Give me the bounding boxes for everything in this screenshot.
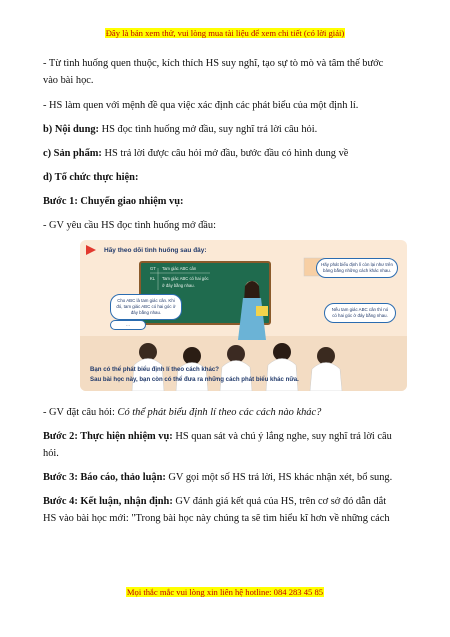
step4-text: GV đánh giá kết quả của HS, trên cơ sở đó dẫn dắt (172, 496, 387, 507)
speech-bubble-top-right: Hãy phát biểu định lí còn lại như trên bảng bằng những cách khác nhau. (316, 258, 398, 278)
teacher-request-text: - GV yêu cầu HS đọc tình huống mở đầu: (43, 220, 216, 231)
paragraph-step1 (43, 193, 406, 210)
step4-text-cont: HS vào bài học mới: "Trong bài học này chúng ta sẽ tìm hiểu kĩ hơn về những cách (43, 513, 390, 524)
speech-bubble-right: Nếu tam giác ABC cân thì nó có hai góc ở đáy bằng nhau. (324, 303, 396, 323)
step1-heading: Bước 1: Chuyển giao nhiệm vụ: (43, 196, 184, 207)
paragraph-product (43, 145, 406, 162)
step4-label: Bước 4: Kết luận, nhận định: (43, 496, 173, 507)
content-text: HS đọc tình huống mở đầu, suy nghĩ trả lời câu hỏi. (99, 124, 318, 135)
paragraph-organization (43, 169, 406, 186)
paragraph-content (43, 121, 406, 138)
paragraph-goal-cont (43, 72, 406, 89)
paragraph-step2 (43, 428, 406, 445)
board-row-1-value: Tam giác ABC cân (162, 266, 197, 271)
proposition-text: - HS làm quen với mệnh đề qua việc xác định các phát biểu của một định lí. (43, 100, 359, 111)
board-row-2-value: Tam giác ABC có hai góc (162, 276, 209, 281)
illustration-title: Hãy theo dõi tình huống sau đây: (104, 247, 207, 254)
preview-banner (0, 28, 450, 38)
board-row-1-key: GT (150, 266, 156, 271)
step3-text: GV gọi một số HS trả lời, HS khác nhận xét, bổ sung. (165, 472, 393, 483)
preview-banner-text: Đây là bản xem thử, vui lòng mua tài liệu để xem chi tiết (có lời giải) (105, 28, 345, 38)
student-4-body (266, 359, 298, 392)
paragraph-question (43, 404, 406, 421)
paragraph-teacher-request (43, 217, 406, 234)
step2-label: Bước 2: Thực hiện nhiệm vụ: (43, 431, 173, 442)
hotline-banner (0, 587, 450, 597)
paragraph-step2-cont (43, 445, 406, 462)
step2-text: HS quan sát và chú ý lắng nghe, suy nghĩ trả lời câu (172, 431, 392, 442)
illustration-question-2: Sau bài học này, bạn còn có thể đưa ra những cách phát biểu khác nữa. (90, 376, 299, 383)
student-5-body (310, 363, 342, 392)
teacher-book (256, 306, 268, 316)
speech-bubble-left-2: ... (110, 320, 146, 330)
question-prefix: - GV đặt câu hỏi: (43, 407, 118, 418)
play-triangle-icon (86, 245, 96, 255)
board-row-3-value: ở đáy bằng nhau. (162, 283, 195, 288)
illustration-question-1: Bạn có thể phát biểu định lí theo cách khác? (90, 366, 220, 373)
goal-line-1: - Từ tình huống quen thuộc, kích thích HS suy nghĩ, tạo sự tò mò và tâm thế bước (43, 58, 384, 69)
paragraph-step4 (43, 493, 406, 510)
board-row-2-key: KL (150, 276, 156, 281)
hotline-banner-text: Mọi thắc mắc vui lòng xin liên hệ hotline: 084 283 45 85 (126, 587, 324, 597)
speech-bubble-left: Cho ABC là tam giác cân. Khi đó, tam giác ABC có hai góc ở đáy bằng nhau. (110, 294, 182, 320)
step3-label: Bước 3: Báo cáo, thảo luận: (43, 472, 166, 483)
goal-line-2: vào bài học. (43, 75, 94, 86)
content-label: b) Nội dung: (43, 124, 100, 135)
organization-heading: d) Tổ chức thực hiện: (43, 172, 139, 183)
classroom-illustration (80, 240, 407, 391)
product-label: c) Sản phẩm: (43, 148, 102, 159)
paragraph-proposition (43, 97, 406, 114)
paragraph-step4-cont (43, 510, 406, 527)
paragraph-goal (43, 55, 406, 72)
step2-text-cont: hỏi. (43, 448, 59, 459)
product-text: HS trả lời được câu hỏi mở đầu, bước đầu có hình dung về (101, 148, 349, 159)
student-1-body (132, 359, 164, 392)
question-italic: Có thể phát biểu định lí theo các cách nào khác? (117, 407, 322, 418)
paragraph-step3 (43, 469, 406, 486)
